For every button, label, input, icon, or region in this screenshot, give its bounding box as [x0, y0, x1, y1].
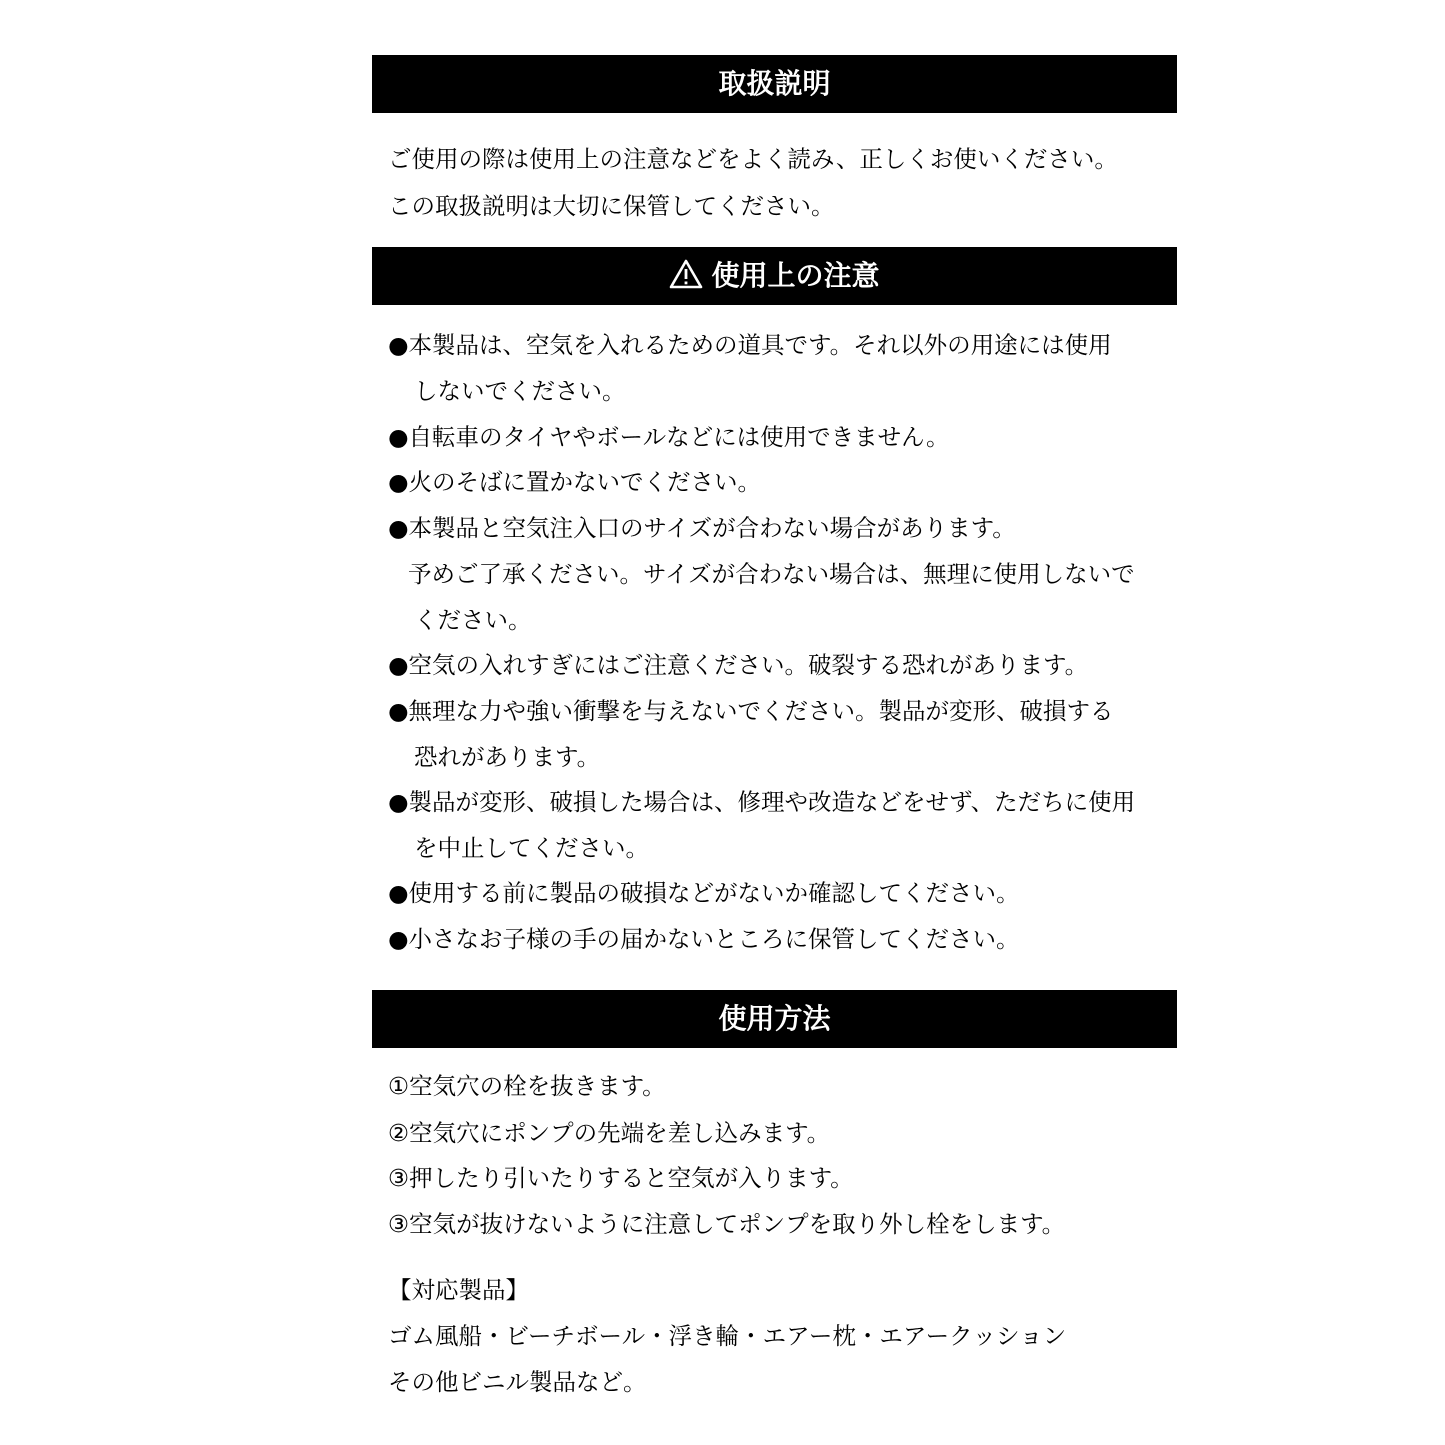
caution-line: ●小さなお子様の手の届かないところに保管してください。	[388, 925, 1020, 953]
instructions-line: この取扱説明は大切に保管してください。	[388, 192, 835, 220]
caution-line: ●使用する前に製品の破損などがないか確認してください。	[388, 879, 1020, 907]
usage-step: ③押したり引いたりすると空気が入ります。	[388, 1164, 854, 1192]
caution-line: ●自転車のタイヤやボールなどには使用できません。	[388, 423, 950, 451]
caution-line: を中止してください。	[414, 834, 649, 862]
cautions-header	[372, 247, 1177, 305]
instructions-title: 取扱説明	[718, 67, 831, 100]
usage-step: ①空気穴の栓を抜きます。	[388, 1072, 666, 1100]
caution-line: ●本製品と空気注入口のサイズが合わない場合があります。	[388, 514, 1016, 542]
caution-line: 恐れがあります。	[414, 743, 601, 771]
compatible-line: その他ビニル製品など。	[388, 1368, 647, 1396]
caution-line: ●本製品は、空気を入れるための道具です。それ以外の用途には使用	[388, 331, 1112, 359]
caution-line: ください。	[414, 606, 532, 634]
usage-step: ③空気が抜けないように注意してポンプを取り外し栓をします。	[388, 1210, 1066, 1238]
warning-icon	[669, 259, 703, 289]
usage-step: ②空気穴にポンプの先端を差し込みます。	[388, 1119, 831, 1147]
instructions-line: ご使用の際は使用上の注意などをよく読み、正しくお使いください。	[388, 145, 1118, 173]
compatible-heading: 【対応製品】	[388, 1276, 529, 1304]
caution-line: ●火のそばに置かないでください。	[388, 468, 762, 496]
caution-line: 予めご了承ください。サイズが合わない場合は、無理に使用しないで	[408, 560, 1135, 588]
instructions-header	[372, 55, 1177, 113]
compatible-line: ゴム風船・ビーチボール・浮き輪・エアー枕・エアークッション	[388, 1322, 1067, 1350]
cautions-title: 使用上の注意	[711, 259, 880, 292]
caution-line: しないでください。	[414, 377, 626, 405]
caution-line: ●無理な力や強い衝撃を与えないでください。製品が変形、破損する	[388, 697, 1114, 725]
usage-title: 使用方法	[718, 1002, 831, 1035]
usage-header	[372, 990, 1177, 1048]
caution-line: ●製品が変形、破損した場合は、修理や改造などをせず、ただちに使用	[388, 788, 1136, 816]
caution-line: ●空気の入れすぎにはご注意ください。破裂する恐れがあります。	[388, 651, 1089, 679]
